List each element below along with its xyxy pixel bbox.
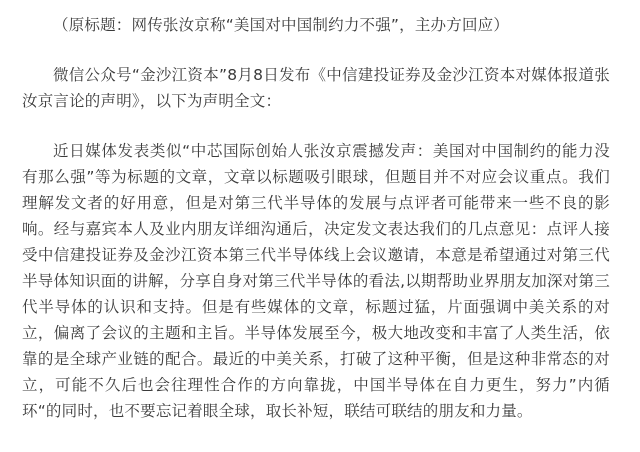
statement-paragraph: 近日媒体发表类似“中芯国际创始人张汝京震撼发声：美国对中国制约的能力没有那么强”等为标题的文章，文章以标题吸引眼球，但题目并不对应会议重点。我们理解发文者的好用意，但是对第三代半导体的发展与点评者可能带来一些不良的影响。经与嘉宾本人及业内朋友详细沟通后，决定发文表达我们的几点意见：点评人接受中信建投证券及金沙江资本第三代半导体线上会议邀请，本意是希望通过对第三代半导体知识面的讲解，分享自身对第三代半导体的看法,以期帮助业界朋友加深对第三代半导体的认识和支持。但是有些媒体的文章，标题过猛，片面强调中美关系的对立，偏离了会议的主题和主旨。半导体发展至今，极大地改变和丰富了人类生活，依靠的是全球产业链的配合。最近的中美关系，打破了这种平衡，但是这种非常态的对立，可能不久后也会往理性合作的方向靠拢，中国半导体在自力更生，努力”内循环“的同时，也不要忘记着眼全球，取长补短，联结可联结的朋友和力量。 <box>22 142 610 420</box>
intro-paragraph: 微信公众号“金沙江资本”8月8日发布《中信建投证券及金沙江资本对媒体报道张汝京言论的声明》，以下为声明全文： <box>22 66 610 110</box>
original-title-note: （原标题：网传张汝京称“美国对中国制约力不强”，主办方回应） <box>53 16 510 34</box>
